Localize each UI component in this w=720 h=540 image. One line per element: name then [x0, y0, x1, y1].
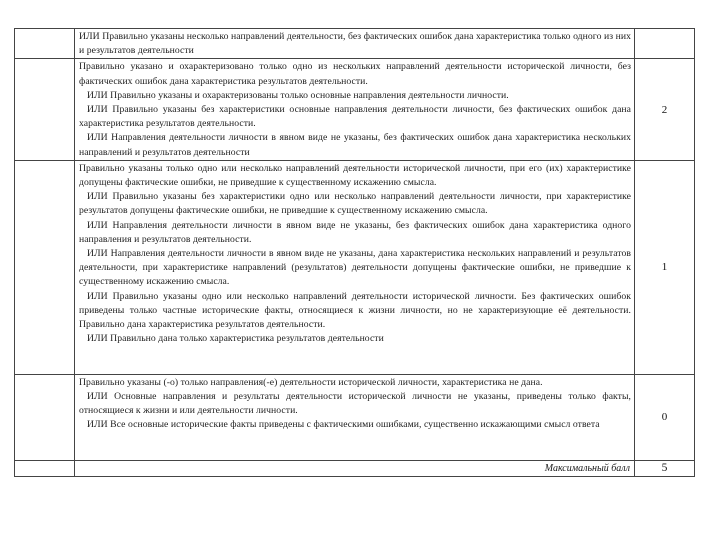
criteria-paragraph: ИЛИ Все основные исторические факты приведены с фактическими ошибками, существенно искажающими смысл ответа — [87, 419, 600, 431]
criteria-paragraph: ИЛИ Правильно указаны и охарактеризованы только основные направления деятельности личности. — [87, 89, 509, 101]
left-margin-cell — [15, 29, 75, 59]
criteria-text-cell — [75, 29, 635, 59]
score-value: 2 — [661, 103, 668, 116]
left-margin-cell — [15, 374, 75, 460]
criteria-paragraph: ИЛИ Правильно указаны без характеристики основные направления деятельности личности, без фактических ошибок дана характеристика результатов деятельности. — [79, 104, 631, 130]
criteria-paragraph: ИЛИ Направления деятельности личности в явном виде не указаны, без фактических ошибок дана характеристика одного направления и результатов деятельности. — [79, 219, 631, 245]
criteria-text-cell — [75, 160, 635, 374]
criteria-paragraph: ИЛИ Правильно указаны несколько направлений деятельности, без фактических ошибок дана характеристика только одного из них и результатов деятельности — [79, 31, 631, 57]
criteria-row-1-point — [15, 160, 695, 374]
criteria-paragraph: ИЛИ Направления деятельности личности в явном виде не указаны, без фактических ошибок дана характеристика нескольких направлений и результатов деятельности — [79, 132, 631, 158]
score-value: 0 — [661, 411, 668, 424]
criteria-paragraph: ИЛИ Основные направления и результаты деятельности исторической личности не указаны, приведены только факты, относящиеся к жизни и или деятельности личности. — [79, 391, 631, 417]
criteria-table — [14, 28, 695, 477]
criteria-paragraph: ИЛИ Направления деятельности личности в явном виде не указаны, дана характеристика нескольких направлений и результатов деятельности, при характеристике направлений (результатов) деятельности допущены фактические ошибки, не приведшие к существенному искажению смысла. — [79, 248, 631, 288]
score-cell — [635, 59, 695, 160]
score-cell — [635, 374, 695, 460]
max-score-label: Максимальный балл — [75, 460, 635, 476]
criteria-paragraph: ИЛИ Правильно указаны без характеристики одно или несколько направлений деятельности личности, при характеристике результатов допущены фактические ошибки, не приведшие к существенному искажению смысла. — [79, 191, 631, 217]
score-cell — [635, 29, 695, 59]
score-cell — [635, 160, 695, 374]
criteria-paragraph: Правильно указаны (-о) только направления(-е) деятельности исторической личности, характеристика не дана. — [79, 376, 543, 388]
left-margin-cell — [15, 460, 75, 476]
left-margin-cell — [15, 160, 75, 374]
criteria-row-0-points — [15, 374, 695, 460]
criteria-paragraph: Правильно указано и охарактеризовано только одно из нескольких направлений деятельности исторической личности, без фактических ошибок дана характеристика результатов деятельности. — [79, 61, 631, 87]
criteria-row-2-points — [15, 59, 695, 160]
max-score-value: 5 — [635, 460, 695, 476]
criteria-paragraph: ИЛИ Правильно указаны одно или несколько направлений деятельности исторической личности. Без фактических ошибок приведены только частные исторические факты, относящиеся к жизни личности, но не характеризующие её деятельности. Правильно дана характеристика результатов деятельности. — [79, 290, 631, 331]
score-value: 1 — [661, 261, 668, 274]
left-margin-cell — [15, 59, 75, 160]
criteria-text-cell — [75, 374, 635, 460]
criteria-paragraph: ИЛИ Правильно дана только характеристика результатов деятельности — [87, 333, 384, 345]
criteria-text-cell — [75, 59, 635, 160]
max-score-row — [15, 460, 695, 476]
criteria-row-continuation — [15, 29, 695, 59]
criteria-paragraph: Правильно указаны только одно или несколько направлений деятельности исторической личности, при его (их) характеристике допущены фактические ошибки, не приведшие к существенному искажению смысла. — [79, 162, 631, 189]
